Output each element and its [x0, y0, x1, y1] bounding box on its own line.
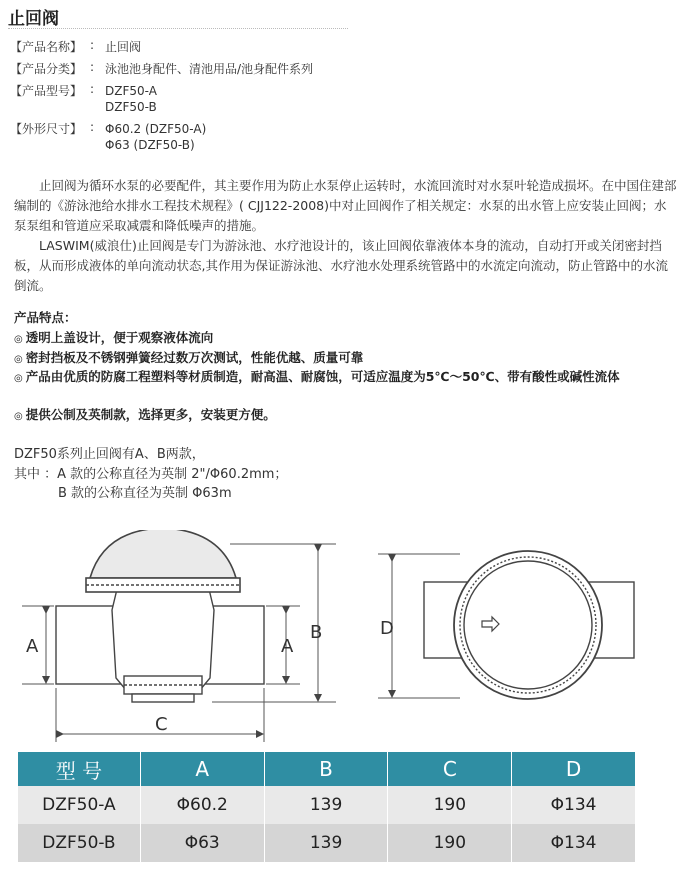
top-view — [424, 551, 634, 699]
dimension-label-b: B — [310, 622, 323, 643]
title-divider — [8, 28, 348, 29]
dimension-label-a: A — [26, 636, 39, 657]
bullet-icon: ◎ — [14, 373, 23, 384]
models-note-line: 其中 ：A 款的公称直径为英制 2"/Φ60.2mm； — [14, 467, 288, 482]
technical-drawing — [0, 530, 694, 745]
dimension-label-c: C — [155, 714, 168, 735]
feature-item: ◎ 产品由优质的防腐工程塑料等材质制造，耐高温、耐腐蚀，可适应温度为5℃～50℃、带有酸性或碱性流体 — [14, 369, 620, 384]
table-cell: 139 — [264, 824, 388, 862]
table-header-cell: D — [512, 752, 636, 786]
table-cell: Φ134 — [512, 786, 636, 824]
table-cell: 190 — [388, 786, 512, 824]
spec-value: DZF50-B — [105, 100, 157, 114]
table-cell: Φ134 — [512, 824, 636, 862]
table-row — [18, 786, 636, 824]
side-view — [56, 530, 264, 702]
spec-key: 【产品名称】 — [10, 40, 83, 54]
table-cell: Φ63 — [140, 824, 264, 862]
feature-item: ◎ 提供公制及英制款，选择更多，安装更方便。 — [14, 407, 276, 422]
feature-item: ◎ 密封挡板及不锈钢弹簧经过数万次测试，性能优越、质量可靠 — [14, 350, 364, 365]
spec-value: Φ63 (DZF50-B) — [105, 138, 195, 152]
spec-value: Φ60.2 (DZF50-A) — [105, 122, 207, 136]
spec-value: 泳池池身配件、清池用品/池身配件系列 — [105, 62, 314, 76]
table-cell: DZF50-B — [18, 824, 140, 862]
dimension-label-a: A — [281, 636, 294, 657]
models-note-line: B 款的公称直径为英制 Φ63m — [58, 486, 232, 501]
spec-value: 止回阀 — [105, 40, 142, 54]
spec-separator: : — [90, 60, 95, 74]
dimension-label-d: D — [380, 618, 394, 639]
table-cell: 139 — [264, 786, 388, 824]
description-paragraph-2: LASWIM(威浪仕)止回阀是专门为游泳池、水疗池设计的，该止回阀依靠液体本身的流动，自动打开或关闭密封挡板，从而形成液体的单向流动状态,其作用为保证游泳池、水疗池水处理系统管路中的水流定向流动，防止管路中的水流倒流。 — [14, 238, 668, 293]
features-title: 产品特点： — [14, 310, 77, 325]
spec-key: 【产品型号】 — [10, 84, 83, 98]
table-row — [18, 824, 636, 862]
page-title: 止回阀 — [8, 9, 59, 29]
models-note-line: DZF50系列止回阀有A、B两款， — [14, 447, 205, 462]
spec-value: DZF50-A — [105, 84, 157, 98]
spec-key: 【产品分类】 — [10, 62, 83, 76]
table-header-row — [18, 752, 636, 786]
dimension-table — [18, 752, 636, 862]
table-header-cell: A — [140, 752, 264, 786]
description-paragraph-1: 止回阀为循环水泵的必要配件，其主要作用为防止水泵停止运转时，水流回流时对水泵叶轮造成损坏。在中国住建部编制的《游泳池给水排水工程技术规程》( CJJ122-2008)中对止回阀作了相关规定：水泵的出水管上应安装止回阀；水泵泵组和管道应采取减震和降低噪声的措施。 — [14, 178, 677, 233]
table-header-cell: B — [264, 752, 388, 786]
feature-item: ◎ 透明上盖设计，便于观察液体流向 — [14, 330, 214, 345]
table-header-cell: C — [388, 752, 512, 786]
table-header-cell: 型 号 — [18, 752, 140, 786]
bullet-icon: ◎ — [14, 334, 23, 345]
table-cell: Φ60.2 — [140, 786, 264, 824]
spec-separator: : — [90, 38, 95, 52]
table-cell: DZF50-A — [18, 786, 140, 824]
spec-separator: : — [90, 120, 95, 134]
bullet-icon: ◎ — [14, 411, 23, 422]
table-cell: 190 — [388, 824, 512, 862]
spec-key: 【外形尺寸】 — [10, 122, 83, 136]
bullet-icon: ◎ — [14, 354, 23, 365]
spec-separator: : — [90, 82, 95, 96]
